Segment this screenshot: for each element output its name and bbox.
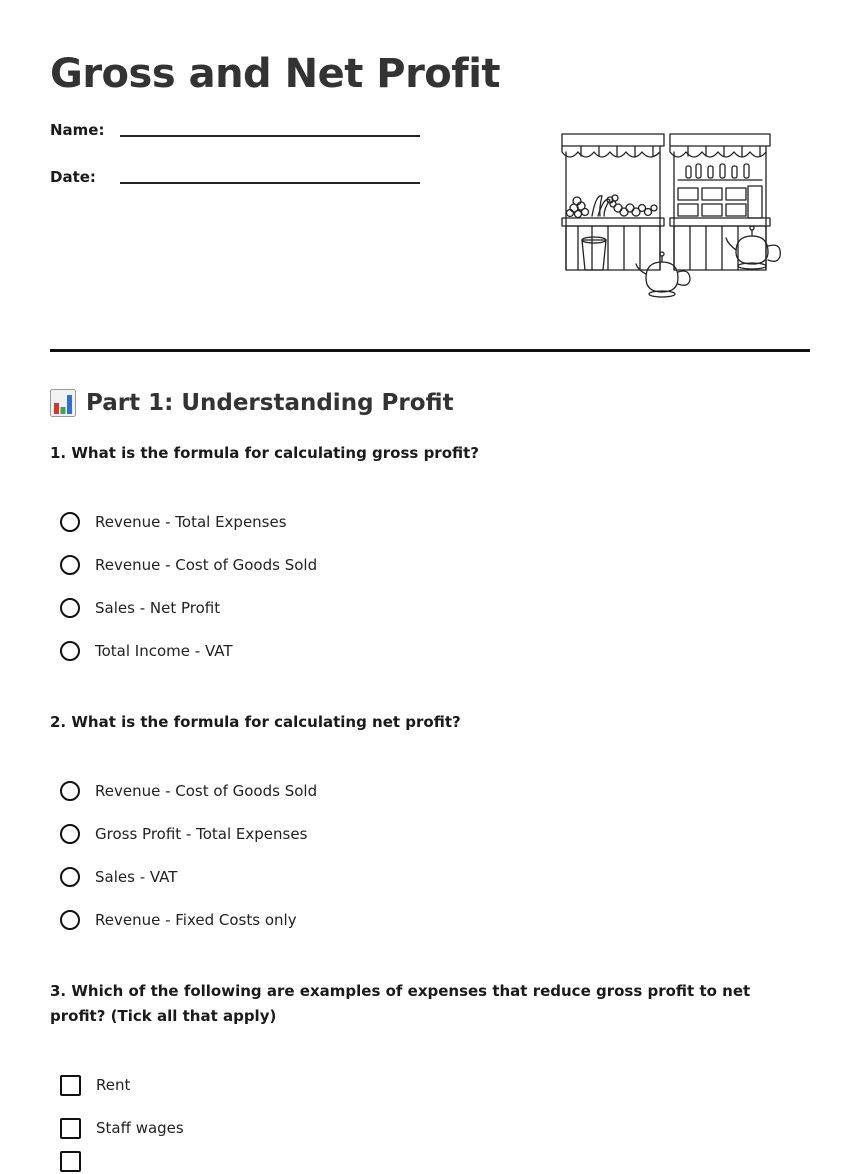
market-stalls-illustration — [558, 128, 790, 304]
q3-option-2-label: Staff wages — [96, 1119, 184, 1137]
question-1: 1. What is the formula for calculating gross profit? — [50, 444, 479, 462]
q1-option-3-label: Sales - Net Profit — [95, 599, 221, 617]
worksheet-title: Gross and Net Profit — [50, 51, 501, 97]
q1-option-4[interactable] — [60, 638, 233, 664]
q3-option-3-checkbox[interactable] — [60, 1151, 81, 1172]
q2-option-3[interactable] — [60, 864, 177, 890]
question-3: 3. Which of the following are examples of expenses that reduce gross profit to net profit? (Tick all that apply) — [50, 982, 751, 1025]
q2-option-2[interactable] — [60, 821, 307, 847]
q2-option-2-radio[interactable] — [60, 824, 80, 844]
question-2: 2. What is the formula for calculating net profit? — [50, 713, 461, 731]
q3-option-1-label: Rent — [96, 1076, 131, 1094]
q1-option-4-label: Total Income - VAT — [95, 642, 233, 660]
q1-option-2-radio[interactable] — [60, 555, 80, 575]
q3-option-3[interactable] — [60, 1148, 96, 1174]
q2-option-4-label: Revenue - Fixed Costs only — [95, 911, 297, 929]
name-label: Name: — [50, 121, 105, 139]
q3-option-2-checkbox[interactable] — [60, 1118, 81, 1139]
q2-option-3-label: Sales - VAT — [95, 868, 178, 886]
q1-option-1[interactable] — [60, 509, 287, 535]
q3-option-2[interactable] — [60, 1115, 184, 1141]
header-divider — [50, 349, 810, 352]
q1-option-2-label: Revenue - Cost of Goods Sold — [95, 556, 318, 574]
q1-option-1-radio[interactable] — [60, 512, 80, 532]
part1-title-text: Part 1: Understanding Profit — [86, 390, 454, 416]
q3-option-1[interactable] — [60, 1072, 130, 1098]
q1-option-4-radio[interactable] — [60, 641, 80, 661]
q2-option-1-radio[interactable] — [60, 781, 80, 801]
part1-title — [50, 386, 454, 420]
q2-option-4[interactable] — [60, 907, 297, 933]
q1-option-2[interactable] — [60, 552, 317, 578]
date-line[interactable] — [120, 182, 420, 184]
q1-option-3[interactable] — [60, 595, 220, 621]
q3-option-1-checkbox[interactable] — [60, 1075, 81, 1096]
q1-option-3-radio[interactable] — [60, 598, 80, 618]
q2-option-3-radio[interactable] — [60, 867, 80, 887]
q1-option-1-label: Revenue - Total Expenses — [95, 513, 287, 531]
q2-option-1-label: Revenue - Cost of Goods Sold — [95, 782, 318, 800]
name-line[interactable] — [120, 135, 420, 137]
q2-option-2-label: Gross Profit - Total Expenses — [95, 825, 308, 843]
q2-option-4-radio[interactable] — [60, 910, 80, 930]
bar-chart-icon — [50, 389, 76, 417]
q2-option-1[interactable] — [60, 778, 317, 804]
date-label: Date: — [50, 168, 96, 186]
